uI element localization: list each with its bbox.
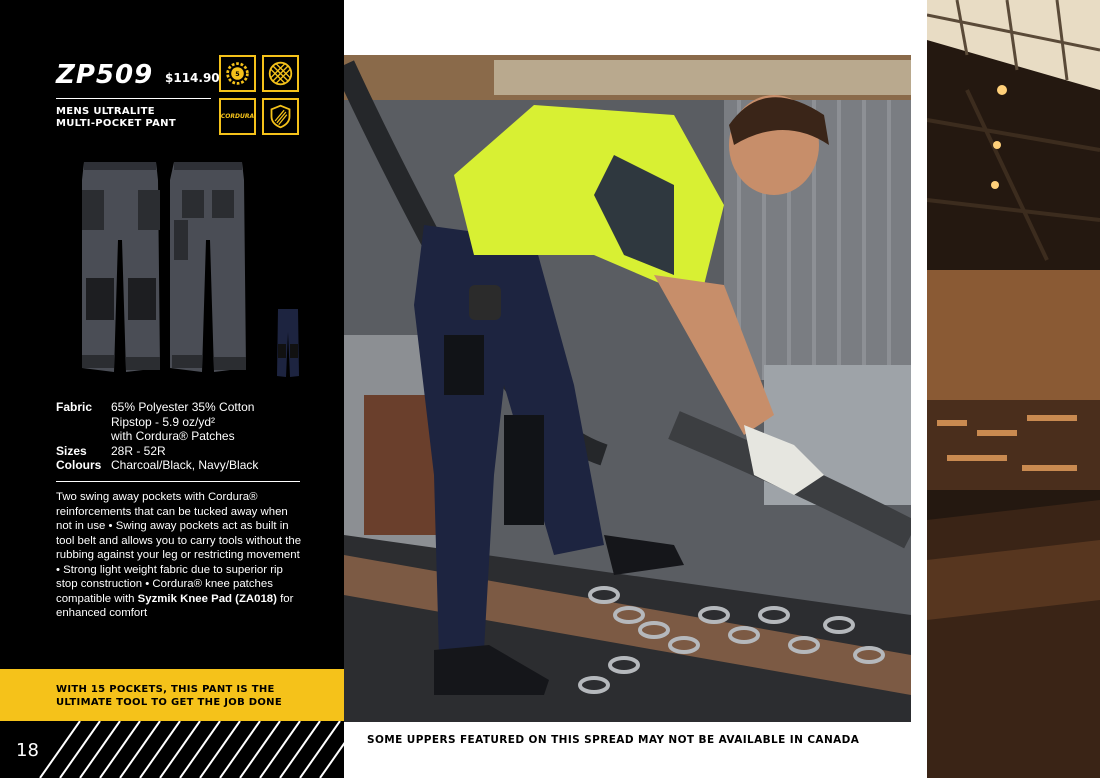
spec-label-colours: Colours bbox=[56, 458, 102, 472]
pants-front-image bbox=[78, 160, 162, 375]
spec-value-colours: Charcoal/Black, Navy/Black bbox=[111, 458, 259, 472]
cordura-logo-text: CORDURA bbox=[220, 113, 255, 120]
warehouse-background-photo bbox=[927, 0, 1100, 778]
spec-row-colours bbox=[56, 458, 311, 473]
spec-row-sizes bbox=[56, 444, 311, 459]
pants-navy-swatch-image bbox=[276, 308, 300, 378]
worker-lifting-chain-photo bbox=[344, 55, 911, 722]
product-description bbox=[56, 490, 302, 621]
cordura-logo-icon bbox=[219, 98, 256, 135]
title-divider bbox=[56, 98, 211, 99]
spec-row-fabric bbox=[56, 400, 311, 444]
fabric-line3: with Cordura® Patches bbox=[111, 429, 235, 443]
spec-label-sizes: Sizes bbox=[56, 443, 87, 458]
spec-label-fabric: Fabric bbox=[56, 400, 93, 414]
description-part1: Two swing away pockets with Cordura® reinforcements that can be tucked away when not in use • Swing away pockets act as built in tool belt and allows you to carry tools without the rubbing against your leg or restricting movement • Strong light weight fabric due to superior rip stop construction • Cordura® knee patches compatible with bbox=[56, 491, 302, 605]
spec-divider bbox=[56, 481, 300, 482]
availability-disclaimer: SOME UPPERS FEATURED ON THIS SPREAD MAY NOT BE AVAILABLE IN CANADA bbox=[367, 734, 860, 746]
shield-badge-icon bbox=[262, 98, 299, 135]
callout-line1: WITH 15 POCKETS, THIS PANT IS THE bbox=[56, 684, 275, 695]
description-part2: for enhanced comfort bbox=[56, 592, 294, 619]
gear-badge-icon bbox=[219, 55, 256, 92]
fabric-line2: Ripstop - 5.9 oz/yd² bbox=[111, 414, 216, 429]
product-name bbox=[56, 106, 176, 130]
product-name-line2: MULTI-POCKET PANT bbox=[56, 118, 176, 129]
callout-text bbox=[56, 683, 282, 709]
fabric-line1: 65% Polyester 35% Cotton bbox=[111, 400, 255, 414]
diagonal-stripes-decoration bbox=[0, 721, 344, 778]
spec-value-sizes: 28R - 52R bbox=[111, 443, 166, 458]
svg-text:5: 5 bbox=[235, 71, 240, 79]
pants-back-image bbox=[168, 160, 248, 375]
ripstop-fabric-icon bbox=[262, 55, 299, 92]
spec-value-fabric bbox=[111, 400, 311, 444]
page-number: 18 bbox=[16, 740, 39, 761]
product-price: $114.90 bbox=[165, 71, 220, 85]
callout-line2: ULTIMATE TOOL TO GET THE JOB DONE bbox=[56, 697, 282, 708]
knee-pad-reference: Syzmik Knee Pad (ZA018) bbox=[137, 592, 277, 605]
product-name-line1: MENS ULTRALITE bbox=[56, 106, 155, 117]
spec-table bbox=[56, 400, 311, 473]
product-code: ZP509 bbox=[56, 60, 154, 90]
